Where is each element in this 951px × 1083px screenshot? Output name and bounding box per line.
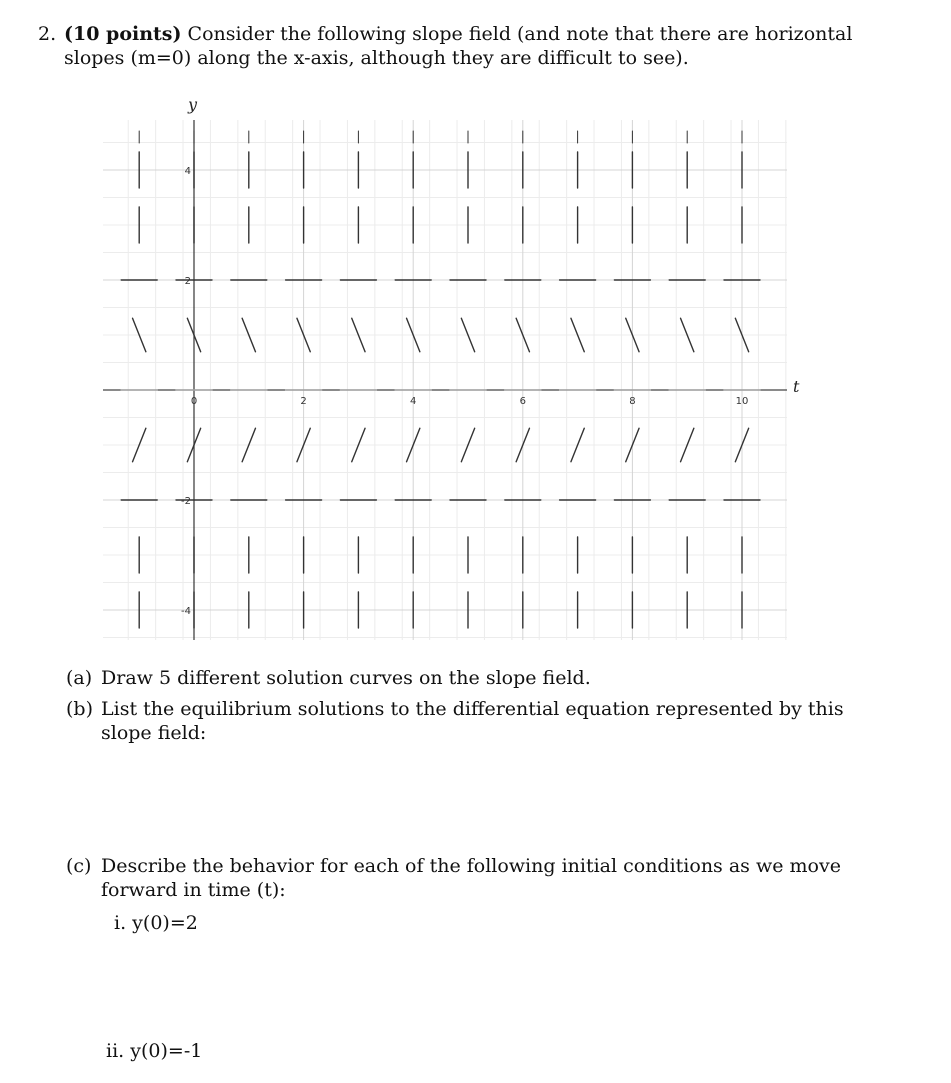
subpart-i-text: y(0)=2	[132, 912, 198, 934]
part-c	[66, 854, 866, 902]
part-c-label: (c)	[66, 855, 92, 877]
y-tick-label: 2	[184, 276, 191, 287]
subpart-i	[114, 911, 198, 935]
x-tick-label: 4	[410, 396, 417, 407]
question-number: 2.	[38, 23, 57, 45]
part-a-label: (a)	[66, 667, 93, 689]
y-tick-label: -2	[181, 496, 191, 507]
x-tick-label: 0	[190, 396, 198, 407]
question-text: Consider the following slope field (and note that there are horizontal slopes (m=0) along the x-axis, although they are difficult to see).	[64, 23, 853, 69]
x-tick-label: 8	[629, 396, 636, 407]
slope-field-chart	[95, 92, 805, 652]
y-tick-label: 4	[184, 166, 191, 177]
part-b	[66, 697, 866, 745]
question-block	[38, 22, 868, 70]
subpart-i-label: i.	[114, 912, 127, 934]
part-a-text: Draw 5 different solution curves on the slope field.	[101, 667, 591, 689]
subpart-ii-label: ii.	[106, 1040, 125, 1062]
part-b-label: (b)	[66, 698, 93, 720]
y-tick-label: -4	[181, 606, 191, 617]
x-tick-label: 2	[300, 396, 307, 407]
part-a	[66, 666, 866, 690]
x-tick-label: 10	[735, 396, 749, 407]
subpart-ii	[106, 1039, 202, 1063]
question-points: (10 points)	[64, 23, 182, 45]
x-axis-label: t	[793, 377, 800, 396]
x-tick-label: 6	[519, 396, 526, 407]
subpart-ii-text: y(0)=-1	[130, 1040, 203, 1062]
y-axis-label: y	[188, 95, 198, 114]
part-b-text: List the equilibrium solutions to the differential equation represented by this slope field:	[101, 698, 844, 744]
part-c-text: Describe the behavior for each of the following initial conditions as we move forward in time (t):	[101, 855, 841, 901]
